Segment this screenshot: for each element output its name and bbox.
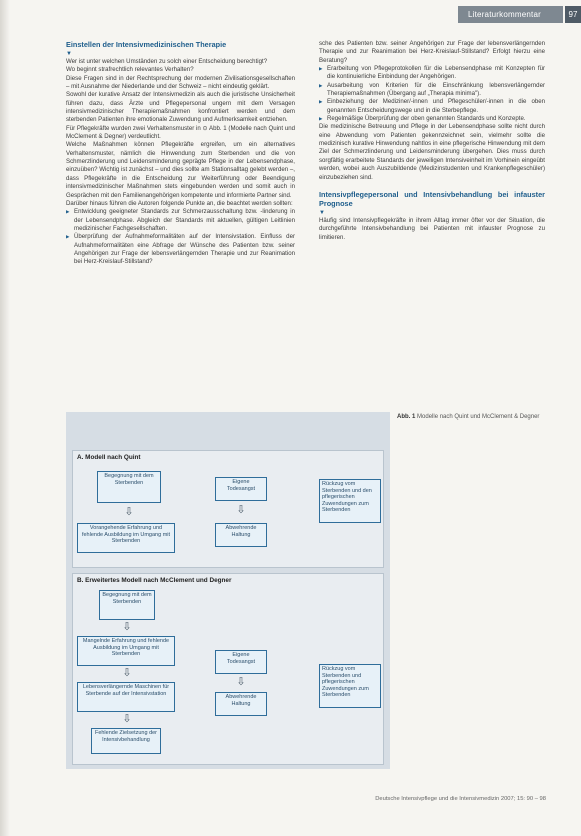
paragraph: Welche Maßnahmen können Pflegekräfte ergreifen, um ein alternatives Verhaltensmuster, nämlich die Hinwendung zum Sterbenden und die von Schmerzlinderung und Leidensminderung geprägte Pflege in der Lebensendphase, einzuüben? Wichtig ist zunächst – und dies sollte am Stationsalltag gelebt werden –, dass Pflegekräfte in die Entscheidung zur Weiterführung oder Beendigung intensivmedizinischer Maßnahmen stets eingebunden werden und somit auch in Gesprächen mit den Familienangehörigen kompetente und informierte Partner sind. (66, 141, 295, 199)
down-arrow-icon: ⇩ (124, 506, 134, 518)
down-arrow-icon: ⇩ (236, 676, 246, 688)
list-item: ▶ Einbeziehung der Mediziner/-innen und Pflegeschüler/-innen in die oben genannten Entscheidungswege und in die Sterbepflege. (319, 98, 545, 115)
panel-b (72, 573, 384, 765)
bullet-list (319, 65, 545, 123)
down-arrow-icon: ⇩ (122, 621, 132, 633)
panel-title: B. Erweitertes Modell nach McClement und Degner (77, 577, 232, 584)
page-number: 97 (565, 6, 581, 23)
caption-label: Abb. 1 (397, 414, 416, 420)
paragraph: Häufig sind Intensivpflegekräfte in ihrem Alltag immer öfter vor der Situation, die durchgeführte Intensivbehandlung bei Patienten mit infauster Prognose zu limitieren. (319, 216, 545, 241)
heading-marker: ▼ (66, 51, 72, 57)
section-heading: Intensivpflegepersonal und Intensivbehandlung bei infauster Prognose (319, 189, 545, 208)
paragraph: Wer ist unter welchen Umständen zu solch einer Entscheidung berechtigt? (66, 58, 268, 65)
heading-marker: ▼ (319, 209, 325, 216)
paragraph: Für Pflegekräfte wurden zwei Verhaltensmuster in ⊙ Abb. 1 (Modelle nach Quint und McClement & Degner) verdeutlicht. (66, 124, 295, 141)
caption-text: Modelle nach Quint und McClement & Degner (417, 414, 540, 420)
flow-box: Rückzug vom Sterbenden und den pflegerischen Zuwendungen zum Sterbenden (319, 479, 381, 523)
bullet-list (66, 208, 295, 266)
down-arrow-icon: ⇩ (122, 713, 132, 725)
paragraph: Wo beginnt strafrechtlich relevantes Verhalten? (66, 66, 194, 74)
panel-title: A. Modell nach Quint (77, 454, 141, 461)
paragraph: Die medizinische Betreuung und Pflege in der Lebensendphase sollte nicht durch eine Abwendung vom Patienten gekennzeichnet sein, vielmehr sollte die medizinisch kurative Hinwendung nahtlos in eine pflegerische Hinwendung mit dem Ziel der Schmerzlinderung und Leidensminderung übergehen. Dies muss durch sorgfältig erarbeitete Standards der jeweiligen Intensiveinheit im Vorhinein eingeübt werden, wobei auch Auszubildende (Medizinstudenten und Krankenpflegeschüler) einzubeziehen sind. (319, 123, 545, 181)
right-column (319, 40, 545, 242)
section-heading: Einstellen der Intensivmedizinischen Therapie (66, 40, 227, 49)
flow-box: Lebensverlängernde Maschinen für Sterbende auf der Intensivstation (77, 682, 175, 712)
panel-a (72, 450, 384, 568)
paragraph: Diese Fragen sind in der Rechtsprechung der modernen Zivilisationsgesellschaften – mit Ausnahme der Niederlande und der Schweiz – nicht eindeutig geklärt. (66, 74, 295, 91)
flow-box: Fehlende Zielsetzung der Intensivbehandlung (91, 728, 161, 754)
list-item: ▶ Erarbeitung von Pflegeprotokollen für die Lebensendphase mit Konzepten für die kontinuierliche Einbindung der Angehörigen. (319, 65, 545, 82)
page-footer: Deutsche Intensivpflege und die Intensivmedizin 2007; 15: 90 – 98 (375, 796, 546, 802)
list-item: ▶ Regelmäßige Überprüfung der oben genannten Standards und Konzepte. (319, 115, 545, 123)
flow-box: Begegnung mit dem Sterbenden (97, 471, 161, 503)
down-arrow-icon: ⇩ (122, 667, 132, 679)
figure-caption (397, 413, 547, 421)
paragraph: sche des Patienten bzw. seiner Angehörigen zur Frage der lebensverlängernden Therapie und zur Reanimation bei Herz-Kreislauf-Stillstand? Erfolgt hierzu eine Beratung? (319, 40, 545, 64)
flow-box: Abwehrende Haltung (215, 523, 267, 547)
flow-box: Mangelnde Erfahrung und fehlende Ausbildung im Umgang mit Sterbenden (77, 636, 175, 666)
left-column (66, 40, 295, 267)
paragraph: Sowohl der kurative Ansatz der Intensivmedizin als auch die juristische Unsicherheit führen dazu, dass Ärzte und Pflegepersonal ungern mit dem Versagen intensivmedizinischer Therapiemaßnahmen konfrontiert werden und dem sterbenden Patienten ihre emotionale Zuwendung und Aufmerksamkeit entziehen. (66, 91, 295, 124)
list-item: ▶ Entwicklung geeigneter Standards zur Schmerzausschaltung bzw. -linderung in der Lebensendphase. Abgleich der Standards mit aktuellen, gültigen Leitlinien medizinischer Fachgesellschaften. (66, 208, 295, 233)
flow-box: Abwehrende Haltung (215, 692, 267, 716)
down-arrow-icon: ⇩ (236, 504, 246, 516)
flow-box: Eigene Todesangst (215, 477, 267, 501)
figure (66, 412, 390, 769)
scan-shadow (0, 0, 10, 836)
section-header: Literaturkommentar (458, 6, 563, 23)
flow-box: Begegnung mit dem Sterbenden (99, 590, 155, 620)
flow-box: Rückzug vom Sterbenden und pflegerischen Zuwendungen zum Sterbenden (319, 664, 381, 708)
list-item: ▶ Überprüfung der Aufnahmeformalitäten auf der Intensivstation. Einfluss der Aufnahmeformalitäten eine Abfrage der Wünsche des Patienten bzw. seiner Angehörigen zur Frage der lebensverlängernden Therapie und zur Reanimation bei Herz-Kreislauf-Stillstand? (66, 233, 295, 266)
flow-box: Vorangehende Erfahrung und fehlende Ausbildung im Umgang mit Sterbenden (77, 523, 175, 553)
flow-box: Eigene Todesangst (215, 650, 267, 674)
list-item: ▶ Ausarbeitung von Kriterien für die Einschränkung lebensverlängernder Therapiemaßnahmen (Übergang auf „Therapia minima"). (319, 82, 545, 99)
paragraph: Darüber hinaus führen die Autoren folgende Punkte an, die beachtet werden sollten: (66, 199, 293, 207)
